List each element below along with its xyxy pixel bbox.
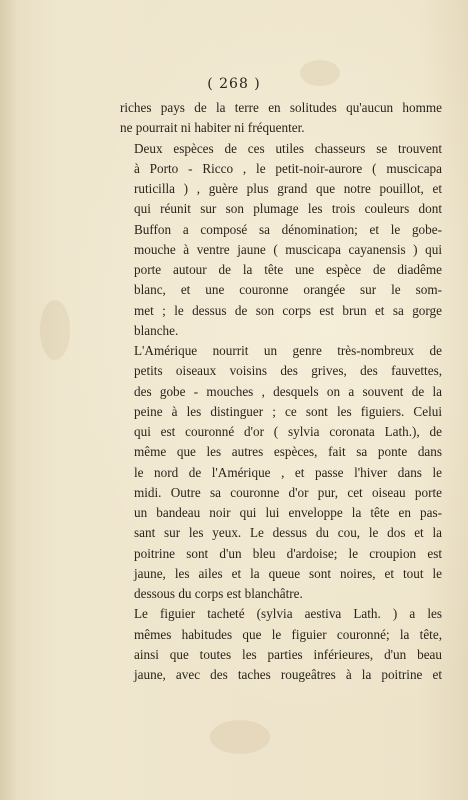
- text-line: midi. Outre sa couronne d'or pur, cet oiseau porte: [134, 484, 442, 500]
- paragraph: [120, 604, 442, 685]
- text-line: sant sur les yeux. Le dessus du cou, le dos et la: [134, 525, 442, 541]
- text-line: un bandeau noir qui lui enveloppe la tête en pas-: [134, 505, 442, 520]
- paragraph: [120, 139, 442, 342]
- body-text: [120, 98, 442, 685]
- paragraph: [120, 98, 442, 139]
- text-line: ruticilla ) , guère plus grand que notre pouillot, et: [134, 181, 442, 196]
- text-line: peine à les distinguer ; ce sont les figuiers. Celui: [134, 403, 442, 419]
- text-line: blanc, et une couronne orangée sur le som-: [134, 282, 442, 298]
- text-line: le nord de l'Amérique , et passe l'hiver dans le: [134, 464, 442, 480]
- text-line: Buffon a composé sa dénomination; et le gobe-: [134, 221, 442, 237]
- text-line: ainsi que toutes les parties inférieures, d'un beau: [134, 646, 442, 662]
- text-line: petits oiseaux voisins des grives, des fauvettes,: [134, 363, 442, 379]
- text-line: ne pourrait ni habiter ni fréquenter.: [120, 120, 305, 136]
- text-line: poitrine sont d'un bleu d'ardoise; le croupion est: [134, 545, 442, 561]
- text-line: qui réunit sur son plumage les trois couleurs dont: [134, 201, 442, 217]
- paragraph: [120, 341, 442, 604]
- text-line: même que les autres espèces, fait sa ponte dans: [134, 444, 442, 460]
- text-line: riches pays de la terre en solitudes qu'aucun homme: [120, 100, 442, 115]
- text-line: L'Amérique nourrit un genre très-nombreux de: [134, 343, 442, 358]
- paper-stain: [40, 300, 70, 360]
- text-line: mouche à ventre jaune ( muscicapa cayanensis ) qui: [134, 241, 442, 257]
- text-line: met ; le dessus de son corps est brun et sa gorge: [134, 302, 442, 318]
- paper-stain: [210, 720, 270, 754]
- text-line: blanche.: [134, 322, 179, 338]
- text-line: jaune, avec des taches rougeâtres à la poitrine et: [134, 667, 442, 682]
- text-line: à Porto - Ricco , le petit-noir-aurore ( muscicapa: [134, 160, 442, 176]
- text-line: Deux espèces de ces utiles chasseurs se trouvent: [134, 140, 442, 156]
- text-line: porte autour de la tête une espèce de diadême: [134, 262, 442, 277]
- text-line: des gobe - mouches , desquels on a souvent de la: [134, 383, 442, 399]
- text-line: qui est couronné d'or ( sylvia coronata Lath.), de: [134, 424, 442, 439]
- page-number: ( 268 ): [207, 76, 261, 92]
- text-line: dessous du corps est blanchâtre.: [134, 586, 303, 601]
- text-line: jaune, les ailes et la queue sont noires, et tout le: [134, 565, 442, 581]
- text-line: Le figuier tacheté (sylvia aestiva Lath. ) a les: [134, 606, 442, 622]
- text-line: mêmes habitudes que le figuier couronné; la tête,: [134, 626, 442, 642]
